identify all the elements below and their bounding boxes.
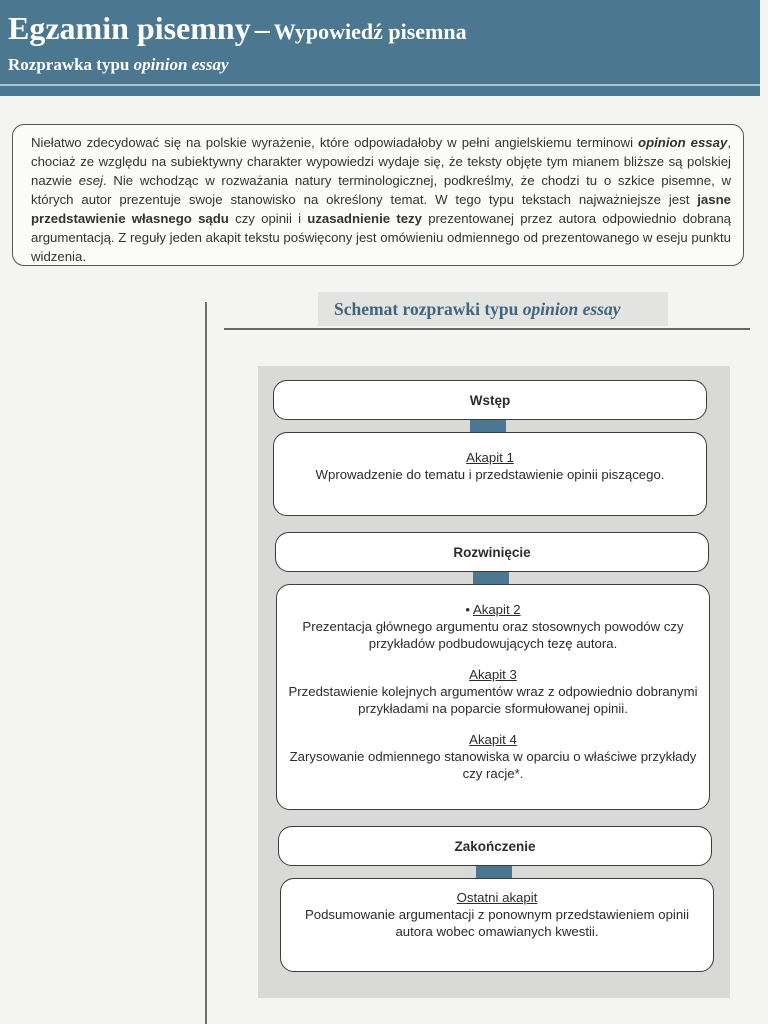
page-subtitle: Rozprawka typu opinion essay [8,55,229,74]
section-intro-label: Wstęp [273,380,707,420]
section-end-label: Zakończenie [278,826,712,866]
flow-connector [473,572,509,584]
schema-title: Schemat rozprawki typu opinion essay [334,299,621,319]
paragraph-box-1: Akapit 1 Wprowadzenie do tematu i przedstawienie opinii piszącego. [273,432,707,516]
flow-connector [476,866,512,878]
schema-title-rule [224,328,750,330]
paragraph-2-heading: • Akapit 2 [465,602,521,617]
header-divider [0,84,760,86]
paragraph-box-body: • Akapit 2 Prezentacja głównego argumentu oraz stosownych powodów czy przykładów podbudowujących tezę autora. Akapit 3 Przedstawienie kolejnych argumentów wraz z odpowiednio dobranymi przykładami na poparcie sformułowanej opinii. Akapit 4 Zarysowanie odmiennego stanowiska w oparciu o właściwe przykłady czy racje*. [276,584,710,810]
paragraph-box-last: Ostatni akapit Podsumowanie argumentacji z ponownym przedstawieniem opinii autora wobec omawianych kwestii. [280,878,714,972]
margin-rule [205,302,207,1024]
flow-connector [470,420,506,432]
page-title: Egzamin pisemny – Wypowiedź pisemna [8,10,467,46]
intro-text-box: Niełatwo zdecydować się na polskie wyrażenie, które odpowiadałoby w pełni angielskiemu terminowi opinion essay, chociaż ze względu na subiektywny charakter wypowiedzi wydaje się, że teksty objęte tym mianem bliższe są polskiej nazwie esej. Nie wchodząc w rozważania natury terminologicznej, podkreślmy, że chodzi tu o szkice pisemne, w których autor prezentuje swoje stanowisko na określony temat. W tego typu tekstach najważniejsze jest jasne przedstawienie własnego sądu czy opinii i uzasadnienie tezy prezentowanej przez autora odpowiednio dobraną argumentacją. Z reguły jeden akapit tekstu poświęcony jest omówieniu odmiennego od prezentowanego w eseju punktu widzenia. [12,124,744,266]
section-body-label: Rozwinięcie [275,532,709,572]
page-header [0,0,760,96]
